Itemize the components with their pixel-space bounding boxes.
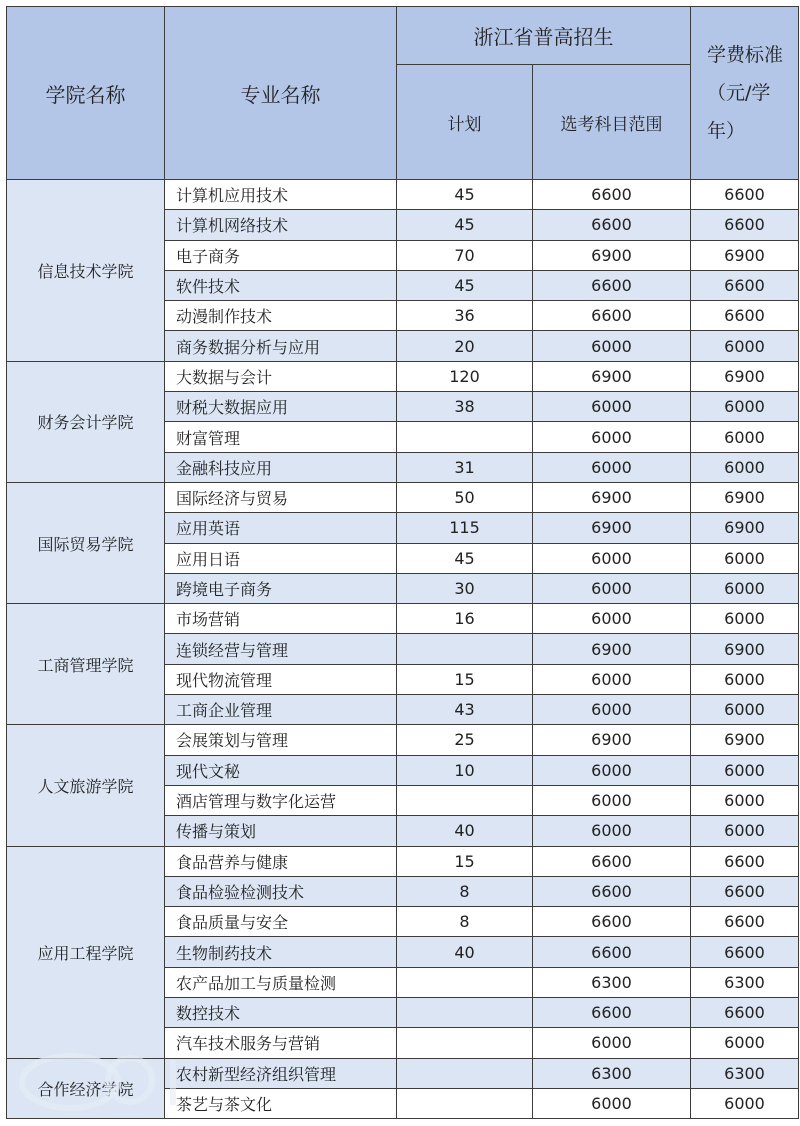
fee-value: 6600	[691, 876, 799, 906]
subject-range-value: 6600	[533, 210, 691, 240]
subject-range-value: 6900	[533, 482, 691, 512]
fee-value: 6000	[691, 573, 799, 603]
major-name: 金融科技应用	[165, 452, 397, 482]
plan-count: 16	[397, 604, 533, 634]
plan-count: 15	[397, 846, 533, 876]
plan-count: 31	[397, 452, 533, 482]
major-name: 农村新型经济组织管理	[165, 1058, 397, 1088]
plan-count: 20	[397, 331, 533, 361]
major-name: 国际经济与贸易	[165, 482, 397, 512]
plan-count: 120	[397, 361, 533, 391]
major-name: 工商企业管理	[165, 695, 397, 725]
subject-range-value: 6900	[533, 361, 691, 391]
fee-value: 6000	[691, 452, 799, 482]
college-name: 应用工程学院	[7, 846, 165, 1058]
table-header	[7, 7, 799, 180]
major-name: 食品质量与安全	[165, 907, 397, 937]
header-subject-range: 选考科目范围	[533, 65, 691, 180]
major-name: 现代文秘	[165, 755, 397, 785]
college-name: 国际贸易学院	[7, 482, 165, 603]
table-body	[7, 180, 799, 1119]
major-name: 会展策划与管理	[165, 725, 397, 755]
header-enroll-group: 浙江省普高招生	[397, 7, 691, 65]
major-name: 现代物流管理	[165, 664, 397, 694]
enrollment-table	[6, 6, 799, 1119]
major-name: 电子商务	[165, 240, 397, 270]
fee-value: 6600	[691, 846, 799, 876]
major-name: 茶艺与茶文化	[165, 1088, 397, 1118]
header-fee: 学费标准（元/学年）	[691, 7, 799, 180]
fee-value: 6000	[691, 1028, 799, 1058]
fee-value: 6000	[691, 816, 799, 846]
table-row	[7, 180, 799, 210]
plan-count: 45	[397, 210, 533, 240]
major-name: 商务数据分析与应用	[165, 331, 397, 361]
college-name: 工商管理学院	[7, 604, 165, 725]
plan-count: 50	[397, 482, 533, 512]
table-row	[7, 846, 799, 876]
subject-range-value: 6000	[533, 573, 691, 603]
fee-value: 6000	[691, 1088, 799, 1118]
major-name: 食品检验检测技术	[165, 876, 397, 906]
college-name: 合作经济学院	[7, 1058, 165, 1119]
major-name: 计算机网络技术	[165, 210, 397, 240]
fee-value: 6900	[691, 725, 799, 755]
plan-count: 36	[397, 301, 533, 331]
fee-value: 6000	[691, 604, 799, 634]
header-major: 专业名称	[165, 7, 397, 180]
subject-range-value: 6000	[533, 664, 691, 694]
major-name: 生物制药技术	[165, 937, 397, 967]
plan-count: 8	[397, 876, 533, 906]
fee-value: 6000	[691, 664, 799, 694]
college-name: 信息技术学院	[7, 180, 165, 362]
plan-count	[397, 634, 533, 664]
major-name: 数控技术	[165, 998, 397, 1028]
plan-count: 10	[397, 755, 533, 785]
plan-count: 15	[397, 664, 533, 694]
subject-range-value: 6600	[533, 907, 691, 937]
fee-value: 6600	[691, 998, 799, 1028]
plan-count: 115	[397, 513, 533, 543]
subject-range-value: 6000	[533, 331, 691, 361]
plan-count	[397, 967, 533, 997]
header-college: 学院名称	[7, 7, 165, 180]
plan-count	[397, 998, 533, 1028]
fee-value: 6900	[691, 240, 799, 270]
plan-count: 38	[397, 392, 533, 422]
subject-range-value: 6000	[533, 695, 691, 725]
subject-range-value: 6000	[533, 816, 691, 846]
major-name: 酒店管理与数字化运营	[165, 785, 397, 815]
fee-value: 6000	[691, 755, 799, 785]
subject-range-value: 6000	[533, 1028, 691, 1058]
subject-range-value: 6000	[533, 1088, 691, 1118]
subject-range-value: 6600	[533, 937, 691, 967]
major-name: 动漫制作技术	[165, 301, 397, 331]
subject-range-value: 6000	[533, 755, 691, 785]
table-row	[7, 482, 799, 512]
major-name: 应用日语	[165, 543, 397, 573]
plan-count: 40	[397, 937, 533, 967]
subject-range-value: 6900	[533, 240, 691, 270]
header-plan: 计划	[397, 65, 533, 180]
plan-count: 45	[397, 543, 533, 573]
table-row	[7, 604, 799, 634]
plan-count: 45	[397, 180, 533, 210]
subject-range-value: 6600	[533, 270, 691, 300]
major-name: 传播与策划	[165, 816, 397, 846]
plan-count	[397, 785, 533, 815]
subject-range-value: 6000	[533, 543, 691, 573]
fee-value: 6000	[691, 543, 799, 573]
fee-value: 6000	[691, 331, 799, 361]
subject-range-value: 6900	[533, 725, 691, 755]
subject-range-value: 6000	[533, 392, 691, 422]
major-name: 市场营销	[165, 604, 397, 634]
fee-value: 6900	[691, 361, 799, 391]
subject-range-value: 6600	[533, 846, 691, 876]
major-name: 农产品加工与质量检测	[165, 967, 397, 997]
subject-range-value: 6600	[533, 301, 691, 331]
major-name: 汽车技术服务与营销	[165, 1028, 397, 1058]
plan-count: 70	[397, 240, 533, 270]
plan-count	[397, 422, 533, 452]
college-name: 财务会计学院	[7, 361, 165, 482]
subject-range-value: 6600	[533, 180, 691, 210]
plan-count	[397, 1028, 533, 1058]
major-name: 大数据与会计	[165, 361, 397, 391]
table-row	[7, 361, 799, 391]
plan-count: 45	[397, 270, 533, 300]
fee-value: 6600	[691, 907, 799, 937]
fee-value: 6300	[691, 967, 799, 997]
major-name: 应用英语	[165, 513, 397, 543]
major-name: 财富管理	[165, 422, 397, 452]
subject-range-value: 6900	[533, 634, 691, 664]
fee-value: 6900	[691, 482, 799, 512]
fee-value: 6000	[691, 392, 799, 422]
plan-count: 8	[397, 907, 533, 937]
subject-range-value: 6000	[533, 452, 691, 482]
fee-value: 6000	[691, 695, 799, 725]
plan-count: 25	[397, 725, 533, 755]
fee-value: 6000	[691, 422, 799, 452]
table-row	[7, 725, 799, 755]
major-name: 连锁经营与管理	[165, 634, 397, 664]
subject-range-value: 6000	[533, 785, 691, 815]
subject-range-value: 6000	[533, 604, 691, 634]
fee-value: 6300	[691, 1058, 799, 1088]
fee-value: 6600	[691, 301, 799, 331]
major-name: 财税大数据应用	[165, 392, 397, 422]
major-name: 跨境电子商务	[165, 573, 397, 603]
fee-value: 6000	[691, 785, 799, 815]
fee-value: 6600	[691, 180, 799, 210]
college-name: 人文旅游学院	[7, 725, 165, 846]
subject-range-value: 6300	[533, 1058, 691, 1088]
fee-value: 6600	[691, 210, 799, 240]
subject-range-value: 6600	[533, 876, 691, 906]
subject-range-value: 6900	[533, 513, 691, 543]
major-name: 计算机应用技术	[165, 180, 397, 210]
subject-range-value: 6600	[533, 998, 691, 1028]
plan-count: 43	[397, 695, 533, 725]
major-name: 食品营养与健康	[165, 846, 397, 876]
table-row	[7, 1058, 799, 1088]
subject-range-value: 6300	[533, 967, 691, 997]
fee-value: 6900	[691, 513, 799, 543]
subject-range-value: 6000	[533, 422, 691, 452]
fee-value: 6600	[691, 270, 799, 300]
fee-value: 6600	[691, 937, 799, 967]
plan-count: 40	[397, 816, 533, 846]
major-name: 软件技术	[165, 270, 397, 300]
plan-count	[397, 1058, 533, 1088]
fee-value: 6900	[691, 634, 799, 664]
plan-count	[397, 1088, 533, 1118]
plan-count: 30	[397, 573, 533, 603]
